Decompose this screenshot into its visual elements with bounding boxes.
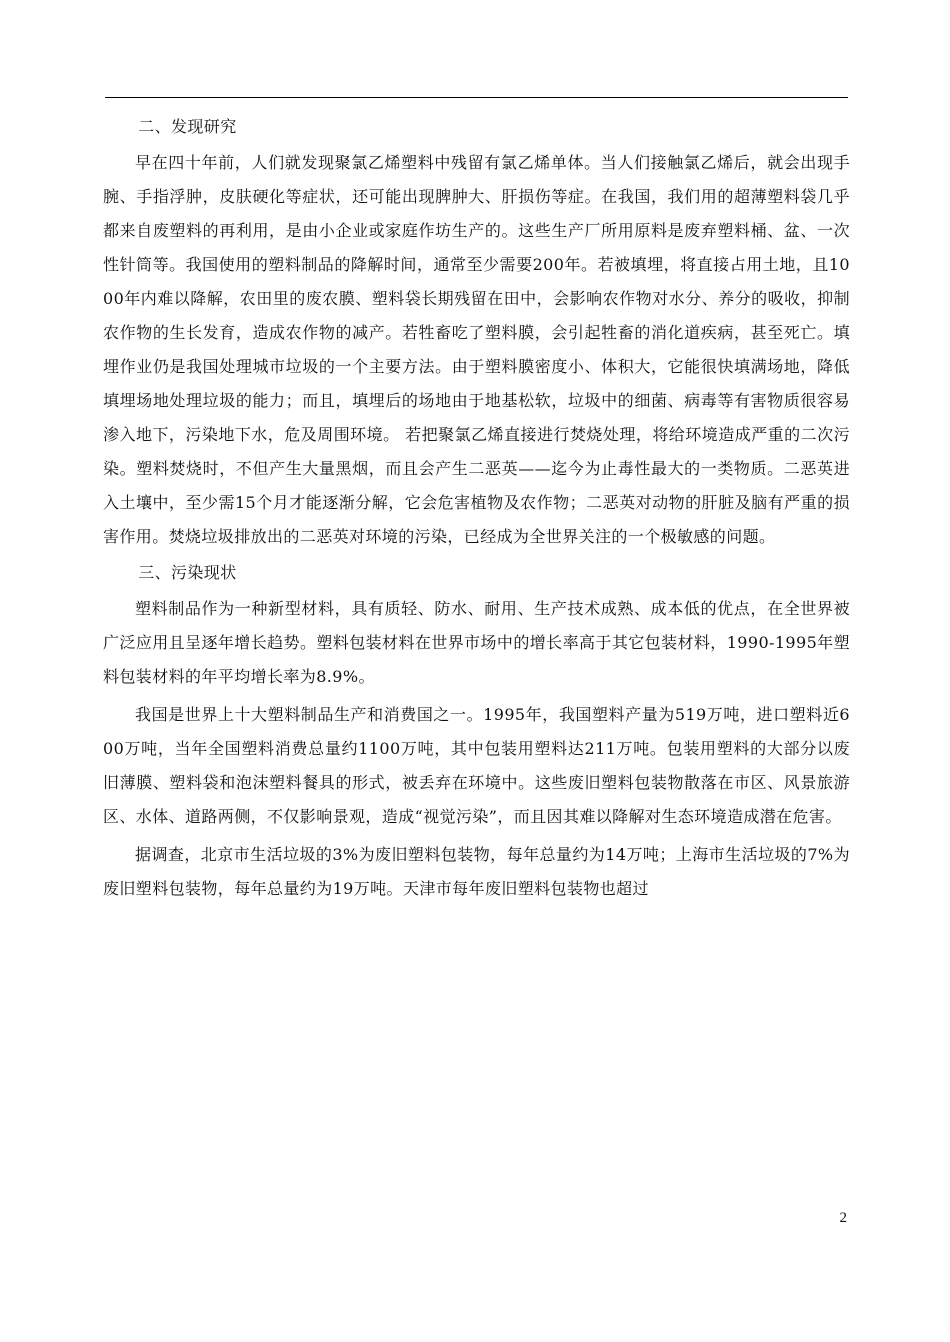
document-body [103, 110, 850, 906]
paragraph-discovery: 早在四十年前，人们就发现聚氯乙烯塑料中残留有氯乙烯单体。当人们接触氯乙烯后，就会出现手腕、手指浮肿，皮肤硬化等症状，还可能出现脾肿大、肝损伤等症。在我国，我们用的超薄塑料袋几乎都来自废塑料的再利用，是由小企业或家庭作坊生产的。这些生产厂所用原料是废弃塑料桶、盆、一次性针筒等。我国使用的塑料制品的降解时间，通常至少需要200年。若被填埋，将直接占用土地，且1000年内难以降解，农田里的废农膜、塑料袋长期残留在田中，会影响农作物对水分、养分的吸收，抑制农作物的生长发育，造成农作物的减产。若牲畜吃了塑料膜，会引起牲畜的消化道疾病，甚至死亡。填埋作业仍是我国处理城市垃圾的一个主要方法。由于塑料膜密度小、体积大，它能很快填满场地，降低填埋场地处理垃圾的能力；而且，填埋后的场地由于地基松软，垃圾中的细菌、病毒等有害物质很容易渗入地下，污染地下水，危及周围环境。 若把聚氯乙烯直接进行焚烧处理，将给环境造成严重的二次污染。塑料焚烧时，不但产生大量黑烟，而且会产生二恶英——迄今为止毒性最大的一类物质。二恶英进入土壤中，至少需15个月才能逐渐分解，它会危害植物及农作物；二恶英对动物的肝脏及脑有严重的损害作用。焚烧垃圾排放出的二恶英对环境的污染，已经成为全世界关注的一个极敏感的问题。 [103, 153, 850, 546]
header-rule [105, 97, 848, 98]
paragraph-china-plastics: 我国是世界上十大塑料制品生产和消费国之一。1995年，我国塑料产量为519万吨，进口塑料近600万吨，当年全国塑料消费总量约1100万吨，其中包装用塑料达211万吨。包装用塑料的大部分以废旧薄膜、塑料袋和泡沫塑料餐具的形式，被丢弃在环境中。这些废旧塑料包装物散落在市区、风景旅游区、水体、道路两侧，不仅影响景观，造成“视觉污染”，而且因其难以降解对生态环境造成潜在危害。 [103, 705, 850, 826]
paragraph-survey: 据调查，北京市生活垃圾的3%为废旧塑料包装物，每年总量约为14万吨；上海市生活垃圾的7%为废旧塑料包装物，每年总量约为19万吨。天津市每年废旧塑料包装物也超过 [103, 845, 850, 898]
section-heading-pollution-status: 三、污染现状 [138, 563, 237, 582]
section-heading-discovery: 二、发现研究 [138, 117, 237, 136]
page-number: 2 [839, 1210, 847, 1226]
paragraph-plastic-materials: 塑料制品作为一种新型材料，具有质轻、防水、耐用、生产技术成熟、成本低的优点，在全世界被广泛应用且呈逐年增长趋势。塑料包装材料在世界市场中的增长率高于其它包装材料，1990-1995年塑料包装材料的年平均增长率为8.9%。 [103, 599, 850, 686]
